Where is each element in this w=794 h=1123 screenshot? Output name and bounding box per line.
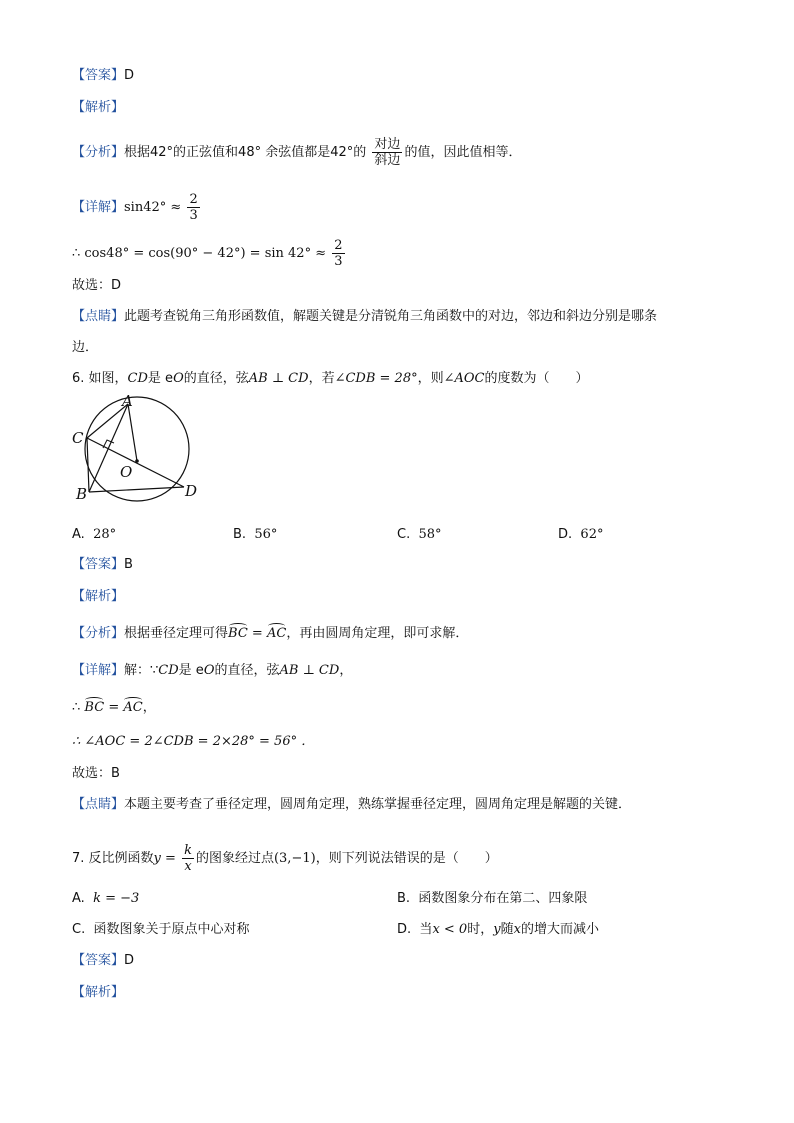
answer-tag: 【答案】 (72, 68, 125, 83)
stem-text: 是 e (147, 371, 174, 386)
answer-value: D (124, 953, 135, 968)
q7-answer-line (72, 953, 134, 969)
q5-fenxi-line (72, 137, 521, 168)
fraction-numerator: 2 (334, 238, 343, 253)
q6-answer-line (72, 557, 133, 573)
radius-oa (128, 404, 137, 461)
q7-option-a[interactable] (72, 891, 139, 907)
option-text: 时， (467, 922, 494, 937)
dianjing-tag: 【点睛】 (72, 309, 125, 324)
stem-text: 的图象经过点 (195, 851, 274, 866)
dianjing-text: 本题主要考查了垂径定理，圆周角定理，熟练掌握垂径定理，圆周角定理是解题的关键． (124, 797, 632, 812)
q5-cos-line (72, 238, 347, 269)
dianjing-tag: 【点睛】 (72, 797, 125, 812)
math-expression: AB ⊥ CD (279, 663, 340, 678)
fraction-denominator: 斜边 (374, 153, 401, 168)
option-text: 的增大而减小 (520, 922, 599, 937)
comma: ， (142, 700, 156, 715)
arc-ac: AC (266, 626, 287, 641)
xiangjie-tag: 【详解】 (72, 663, 125, 678)
math-var: x (513, 922, 521, 937)
stem-text: 的直径，弦 (183, 371, 249, 386)
math-expression: ∴ ∠AOC = 2∠CDB = 2×28° = 56° ． (72, 734, 315, 749)
xiangjie-text: ， (339, 663, 353, 678)
q5-analysis-line (72, 100, 124, 116)
math-var: y (493, 922, 501, 937)
arc-bc: BC (228, 626, 248, 641)
label-d: D (185, 482, 198, 500)
math-var: O (173, 371, 184, 386)
xiangjie-text: 解：∵ (124, 663, 159, 678)
math-expression: ∴ cos48° = cos(90° − 42°) = sin 42° ≈ (72, 246, 327, 261)
equals-sign: = (251, 626, 263, 641)
q6-option-c[interactable] (397, 527, 442, 543)
q6-fenxi-line (72, 626, 468, 642)
math-var: CD (158, 663, 179, 678)
stem-text: ，若 (308, 371, 335, 386)
circle-geometry-figure (66, 394, 206, 506)
option-value: 函数图象关于原点中心对称 (93, 922, 250, 937)
option-value: 函数图象分布在第二、四象限 (418, 891, 588, 906)
equals-sign: = (108, 700, 120, 715)
option-label: C. (72, 922, 86, 937)
option-label: C. (397, 527, 411, 542)
stem-text: ，则下列说法错误的是（ ） (315, 851, 498, 866)
choice-text: 故选：B (72, 766, 120, 781)
answer-tag: 【答案】 (72, 557, 125, 572)
stem-text: 6. 如图， (72, 371, 128, 386)
q6-analysis-line (72, 589, 124, 605)
q7-stem (72, 843, 498, 874)
answer-tag: 【答案】 (72, 953, 125, 968)
fraction-denominator: x (184, 859, 192, 874)
option-label: A. (72, 891, 85, 906)
math-var: O (203, 663, 215, 678)
option-label: D. (558, 527, 573, 542)
fraction-two-thirds (187, 192, 199, 223)
q7-option-b[interactable] (397, 891, 587, 907)
q5-xiangjie-line (72, 192, 202, 223)
xiangjie-text: 是 e (178, 663, 204, 678)
analysis-tag: 【解析】 (72, 100, 125, 115)
q5-dianjing-line-2 (72, 340, 98, 356)
math-expression: ∠CDB = 28° (334, 371, 418, 386)
q6-dianjing-line (72, 797, 631, 813)
option-label: D. (397, 922, 412, 937)
option-value: 62° (580, 527, 604, 542)
xiangjie-tag: 【详解】 (72, 200, 125, 215)
choice-text: 故选：D (72, 278, 122, 293)
q6-option-a[interactable] (72, 527, 116, 543)
fenxi-text: 的值，因此值相等． (404, 145, 522, 160)
stem-text: 7. 反比例函数 (72, 851, 154, 866)
fraction-denominator: 3 (334, 254, 343, 269)
q6-stem (72, 371, 589, 387)
q5-choice-line (72, 278, 121, 294)
q5-dianjing-line (72, 309, 657, 325)
q7-option-d[interactable] (397, 922, 599, 938)
fenxi-tag: 【分析】 (72, 626, 125, 641)
option-value: k = −3 (93, 891, 140, 906)
center-point (135, 459, 139, 463)
arc-bc: BC (84, 700, 105, 715)
math-expression: ∠AOC (443, 371, 485, 386)
q6-final-expression-line (72, 734, 314, 750)
fenxi-text: ，再由圆周角定理，即可求解． (286, 626, 469, 641)
circle-o (85, 397, 189, 501)
math-expression: y = (153, 851, 176, 866)
xiangjie-text: 的直径，弦 (214, 663, 280, 678)
q6-arc-equality-line (72, 700, 156, 716)
option-label: A. (72, 527, 85, 542)
label-c: C (72, 429, 84, 447)
option-text: 当 (419, 922, 433, 937)
fraction-numerator: 2 (189, 192, 198, 207)
math-expression: x < 0 (432, 922, 468, 937)
answer-value: B (124, 557, 133, 572)
therefore-symbol: ∴ (72, 700, 81, 715)
arc-ac: AC (123, 700, 143, 715)
q6-xiangjie-line (72, 663, 352, 679)
option-value: 28° (93, 527, 117, 542)
fraction-numerator: k (184, 843, 192, 858)
label-o: O (120, 463, 133, 481)
fraction-k-over-x (182, 843, 194, 874)
q5-answer-line (72, 68, 134, 84)
option-value: 56° (254, 527, 278, 542)
stem-text: 的度数为（ ） (484, 371, 589, 386)
option-label: B. (233, 527, 247, 542)
label-b: B (76, 485, 88, 503)
math-expression: AB ⊥ CD (248, 371, 309, 386)
fraction-two-thirds (332, 238, 344, 269)
q6-choice-line (72, 766, 120, 782)
fraction-opposite-over-hypotenuse (372, 137, 402, 168)
answer-value: D (124, 68, 135, 83)
dianjing-text: 此题考查锐角三角形函数值，解题关键是分清锐角三角函数中的对边，邻边和斜边分别是哪条 (124, 309, 658, 324)
dianjing-text: 边． (72, 340, 99, 355)
q7-option-c[interactable] (72, 922, 250, 938)
analysis-tag: 【解析】 (72, 985, 125, 1000)
q7-analysis-line (72, 985, 124, 1001)
option-label: B. (397, 891, 411, 906)
fenxi-text: 根据42°的正弦值和48° 余弦值都是42°的 (124, 145, 367, 160)
stem-text: ，则 (417, 371, 444, 386)
fenxi-text: 根据垂径定理可得 (124, 626, 229, 641)
fraction-denominator: 3 (189, 208, 198, 223)
label-a: A (122, 394, 133, 410)
option-text: 随 (500, 922, 514, 937)
math-var: CD (127, 371, 148, 386)
math-point: (3,−1) (273, 851, 316, 866)
q6-option-d[interactable] (558, 527, 603, 543)
option-value: 58° (418, 527, 442, 542)
analysis-tag: 【解析】 (72, 589, 125, 604)
q6-option-b[interactable] (233, 527, 277, 543)
fenxi-tag: 【分析】 (72, 145, 125, 160)
math-expression: sin42° ≈ (124, 200, 182, 215)
fraction-numerator: 对边 (374, 137, 401, 152)
